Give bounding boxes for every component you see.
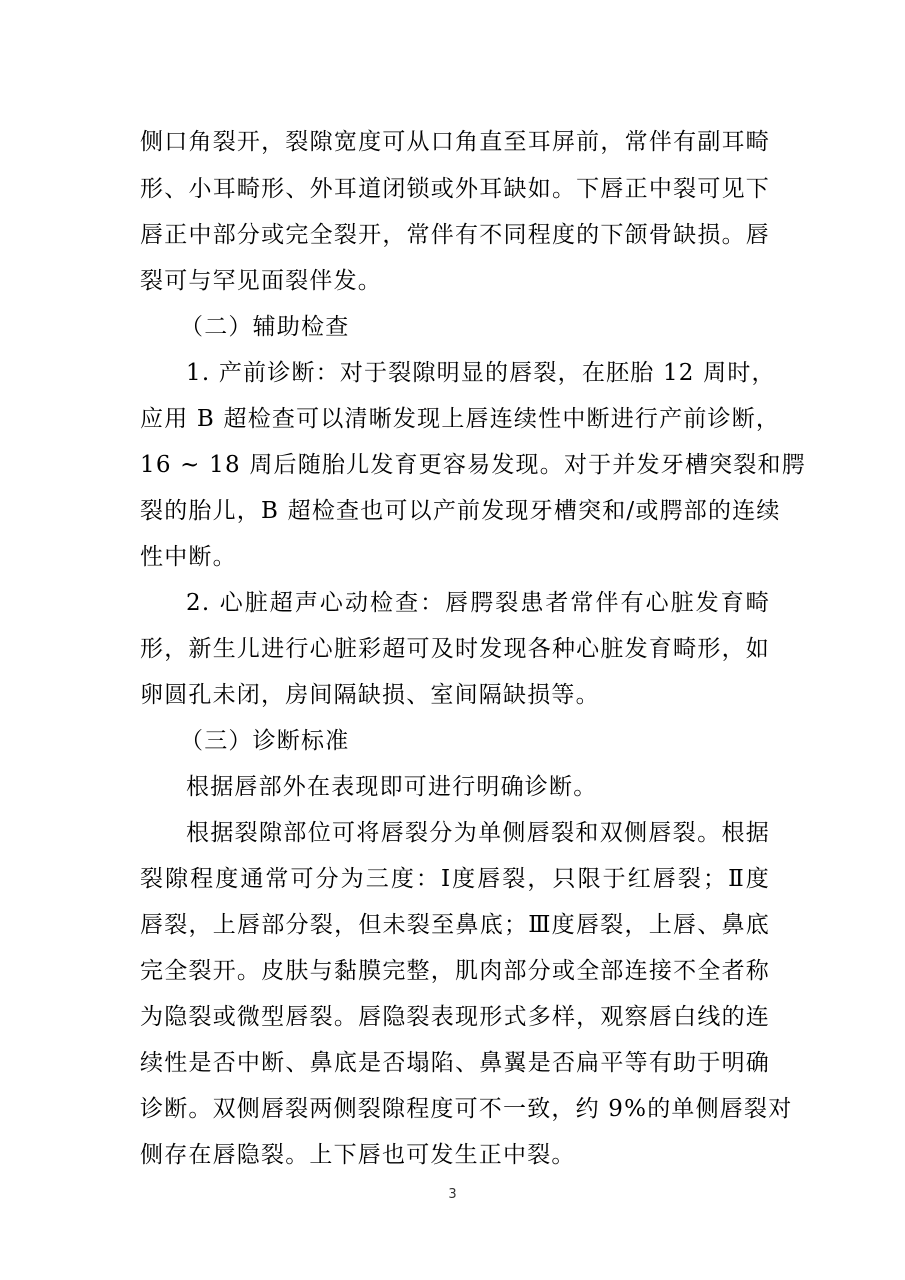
text-line-22: 诊断。双侧唇裂两侧裂隙程度可不一致，约 9%的单侧唇裂对: [140, 1096, 793, 1122]
text-line-18: 唇裂，上唇部分裂，但未裂至鼻底；Ⅲ度唇裂，上唇、鼻底: [140, 912, 770, 938]
text-line-4: 裂可与罕见面裂伴发。: [140, 268, 382, 294]
text-line-20: 为隐裂或微型唇裂。唇隐裂表现形式多样，观察唇白线的连: [140, 1004, 770, 1030]
section-heading-auxiliary-exam: （二）辅助检查: [180, 314, 350, 340]
text-line-15: 根据唇部外在表现即可进行明确诊断。: [186, 774, 598, 800]
text-line-1: 侧口角裂开，裂隙宽度可从口角直至耳屏前，常伴有副耳畸: [140, 129, 770, 155]
text-line-11: 2. 心脏超声心动检查：唇腭裂患者常伴有心脏发育畸: [186, 590, 770, 616]
text-line-16: 根据裂隙部位可将唇裂分为单侧唇裂和双侧唇裂。根据: [186, 820, 770, 846]
text-line-9: 裂的胎儿，B 超检查也可以产前发现牙槽突和/或腭部的连续: [140, 498, 781, 524]
text-line-19: 完全裂开。皮肤与黏膜完整，肌肉部分或全部连接不全者称: [140, 958, 770, 984]
text-line-12: 形，新生儿进行心脏彩超可及时发现各种心脏发育畸形，如: [140, 636, 770, 662]
text-line-7: 应用 B 超检查可以清晰发现上唇连续性中断进行产前诊断，: [140, 406, 781, 432]
text-line-10: 性中断。: [140, 544, 237, 570]
text-line-6: 1. 产前诊断：对于裂隙明显的唇裂，在胚胎 12 周时，: [186, 360, 776, 386]
text-line-23: 侧存在唇隐裂。上下唇也可发生正中裂。: [140, 1142, 576, 1168]
page-number: 3: [448, 1187, 457, 1202]
text-line-8: 16 ~ 18 周后随胎儿发育更容易发现。对于并发牙槽突裂和腭: [140, 452, 806, 478]
text-line-13: 卵圆孔未闭，房间隔缺损、室间隔缺损等。: [140, 682, 600, 708]
section-heading-diagnostic-criteria: （三）诊断标准: [180, 728, 350, 754]
text-line-2: 形、小耳畸形、外耳道闭锁或外耳缺如。下唇正中裂可见下: [140, 176, 770, 202]
text-line-3: 唇正中部分或完全裂开，常伴有不同程度的下颌骨缺损。唇: [140, 222, 770, 248]
text-line-21: 续性是否中断、鼻底是否塌陷、鼻翼是否扁平等有助于明确: [140, 1050, 770, 1076]
text-line-17: 裂隙程度通常可分为三度：Ⅰ度唇裂，只限于红唇裂；Ⅱ度: [140, 866, 770, 892]
